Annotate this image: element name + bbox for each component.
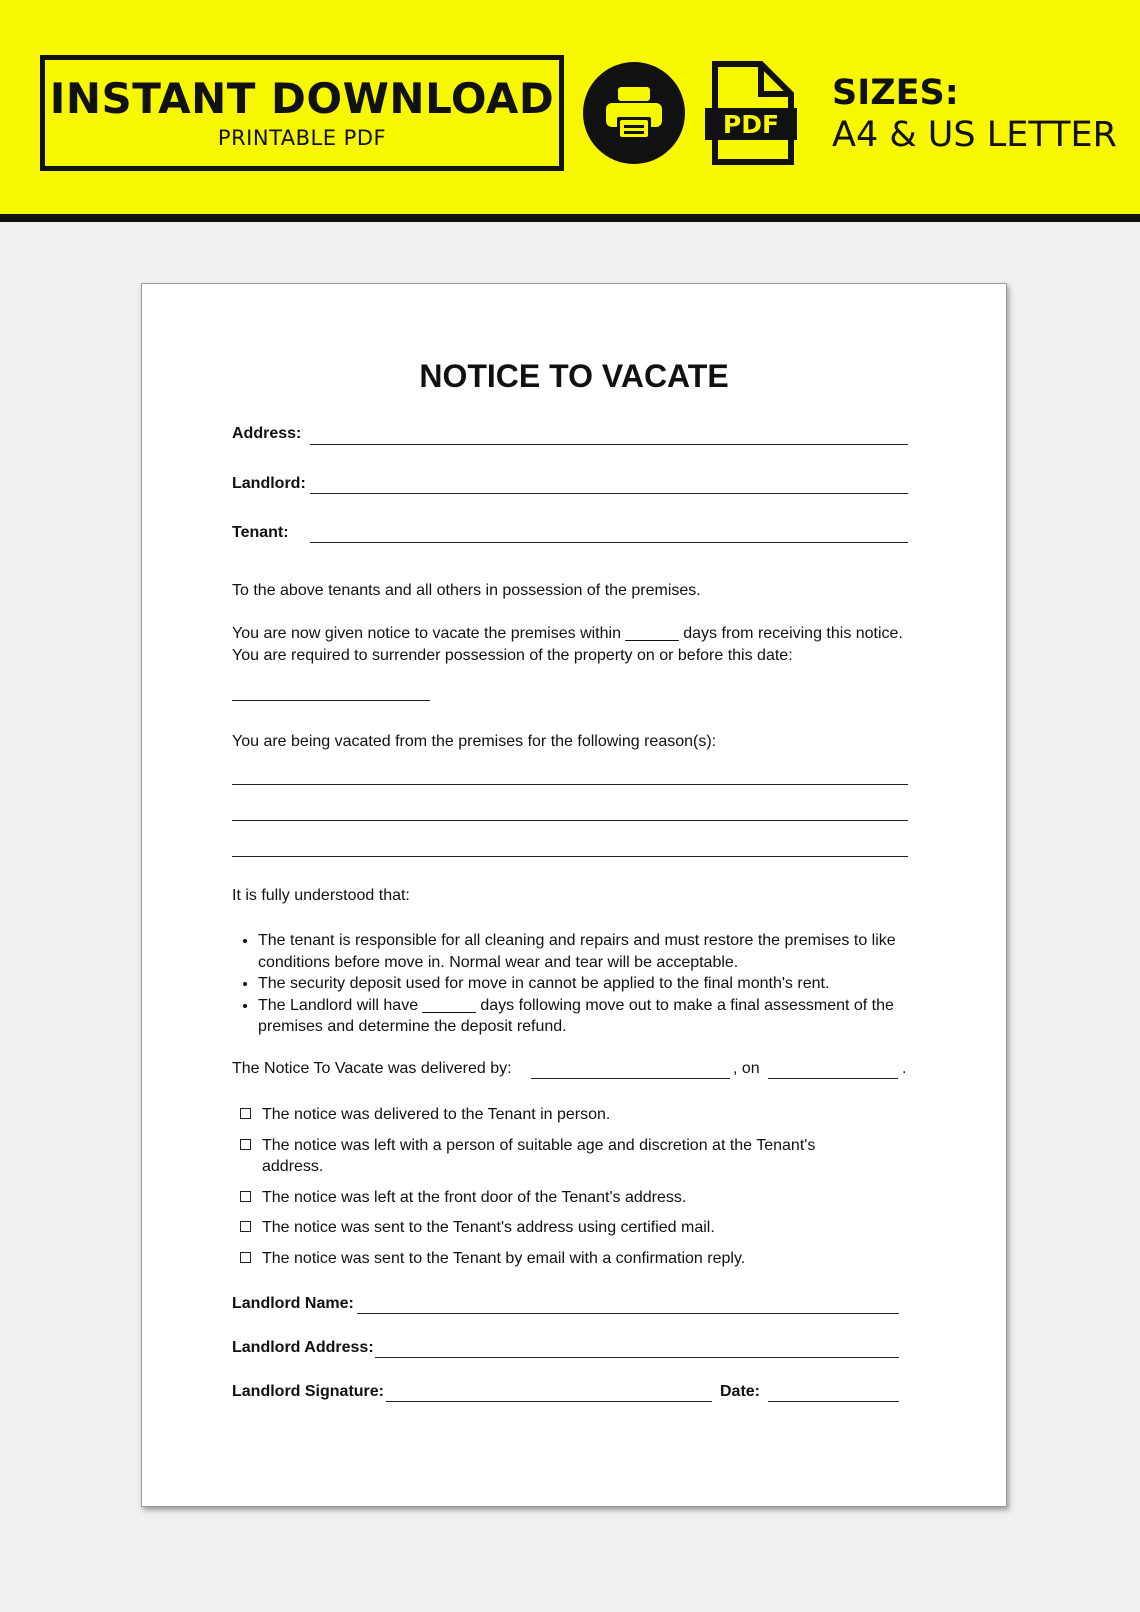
checkbox-label: The notice was left at the front door of the Tenant's address. bbox=[262, 1188, 687, 1206]
landlord-field-line[interactable] bbox=[310, 493, 908, 494]
checkbox-label: The notice was delivered to the Tenant in person. bbox=[262, 1106, 611, 1123]
reasons-paragraph: You are being vacated from the premises for the following reason(s): bbox=[232, 733, 717, 750]
list-item: • The tenant is responsible for all cleaning and repairs and must restore the premises to like conditions before move in. Normal wear and tear will be acceptable. bbox=[258, 930, 938, 973]
landlord-signature-line[interactable] bbox=[386, 1401, 712, 1402]
promo-banner bbox=[0, 0, 1140, 222]
checkbox-label: The notice was sent to the Tenant by email with a confirmation reply. bbox=[262, 1249, 746, 1267]
delivered-by-text: The Notice To Vacate was delivered by: bbox=[232, 1060, 512, 1077]
landlord-signature-label: Landlord Signature: bbox=[232, 1383, 384, 1400]
instant-download-badge bbox=[40, 55, 564, 171]
checkbox-label: The notice was left with a person of suitable age and discretion at the Tenant's address. bbox=[262, 1136, 816, 1175]
landlord-name-line[interactable] bbox=[357, 1313, 899, 1314]
checkbox-row[interactable] bbox=[240, 1104, 880, 1126]
checkbox[interactable] bbox=[240, 1139, 251, 1150]
document-title: NOTICE TO VACATE bbox=[419, 358, 729, 394]
checkbox[interactable] bbox=[240, 1191, 251, 1202]
sizes-info bbox=[832, 72, 1117, 156]
date-label: Date: bbox=[720, 1383, 761, 1400]
document-sheet bbox=[141, 283, 1007, 1507]
printer-icon bbox=[583, 62, 685, 164]
checkbox-row[interactable] bbox=[240, 1248, 880, 1270]
understood-paragraph: It is fully understood that: bbox=[232, 887, 410, 904]
delivered-date-line[interactable] bbox=[768, 1078, 898, 1079]
sizes-value: A4 & US LETTER bbox=[832, 115, 1117, 155]
sizes-label: SIZES: bbox=[832, 73, 959, 113]
address-field-line[interactable] bbox=[310, 444, 908, 445]
landlord-address-line[interactable] bbox=[375, 1357, 899, 1358]
notice-paragraph: You are now given notice to vacate the premises within ______ days from receiving this notice. You are required to surrender possession of the property on or before this date: bbox=[232, 625, 903, 664]
landlord-address-label: Landlord Address: bbox=[232, 1339, 374, 1356]
delivered-end-text: . bbox=[902, 1060, 907, 1077]
checkbox-row[interactable] bbox=[240, 1187, 880, 1209]
landlord-name-label: Landlord Name: bbox=[232, 1295, 354, 1312]
checkbox-row[interactable] bbox=[240, 1135, 880, 1178]
intro-paragraph: To the above tenants and all others in possession of the premises. bbox=[232, 582, 701, 599]
delivered-on-text: , on bbox=[733, 1060, 760, 1077]
vacate-date-line[interactable] bbox=[232, 700, 430, 701]
address-label: Address: bbox=[232, 425, 302, 442]
tenant-label: Tenant: bbox=[232, 524, 289, 541]
reason-line[interactable] bbox=[232, 784, 908, 785]
terms-list bbox=[232, 930, 938, 1038]
reason-line[interactable] bbox=[232, 820, 908, 821]
list-item: • The security deposit used for move in cannot be applied to the final month's rent. bbox=[258, 973, 938, 995]
checkbox[interactable] bbox=[240, 1252, 251, 1263]
checkbox-label: The notice was sent to the Tenant's address using certified mail. bbox=[262, 1219, 715, 1236]
list-item: • The Landlord will have ______ days following move out to make a final assessment of the premises and determine the deposit refund. bbox=[258, 995, 938, 1038]
checkbox[interactable] bbox=[240, 1108, 251, 1119]
delivery-method-checklist bbox=[240, 1104, 880, 1269]
tenant-field-line[interactable] bbox=[310, 542, 908, 543]
pdf-file-icon bbox=[703, 60, 803, 171]
signature-date-line[interactable] bbox=[768, 1401, 899, 1402]
checkbox[interactable] bbox=[240, 1221, 251, 1232]
badge-subtitle: PRINTABLE PDF bbox=[217, 126, 387, 150]
landlord-label: Landlord: bbox=[232, 475, 306, 492]
reason-line[interactable] bbox=[232, 856, 908, 857]
pdf-label: PDF bbox=[722, 110, 780, 139]
checkbox-row[interactable] bbox=[240, 1217, 880, 1239]
badge-title: INSTANT DOWNLOAD bbox=[49, 74, 555, 123]
delivered-by-line[interactable] bbox=[531, 1078, 730, 1079]
